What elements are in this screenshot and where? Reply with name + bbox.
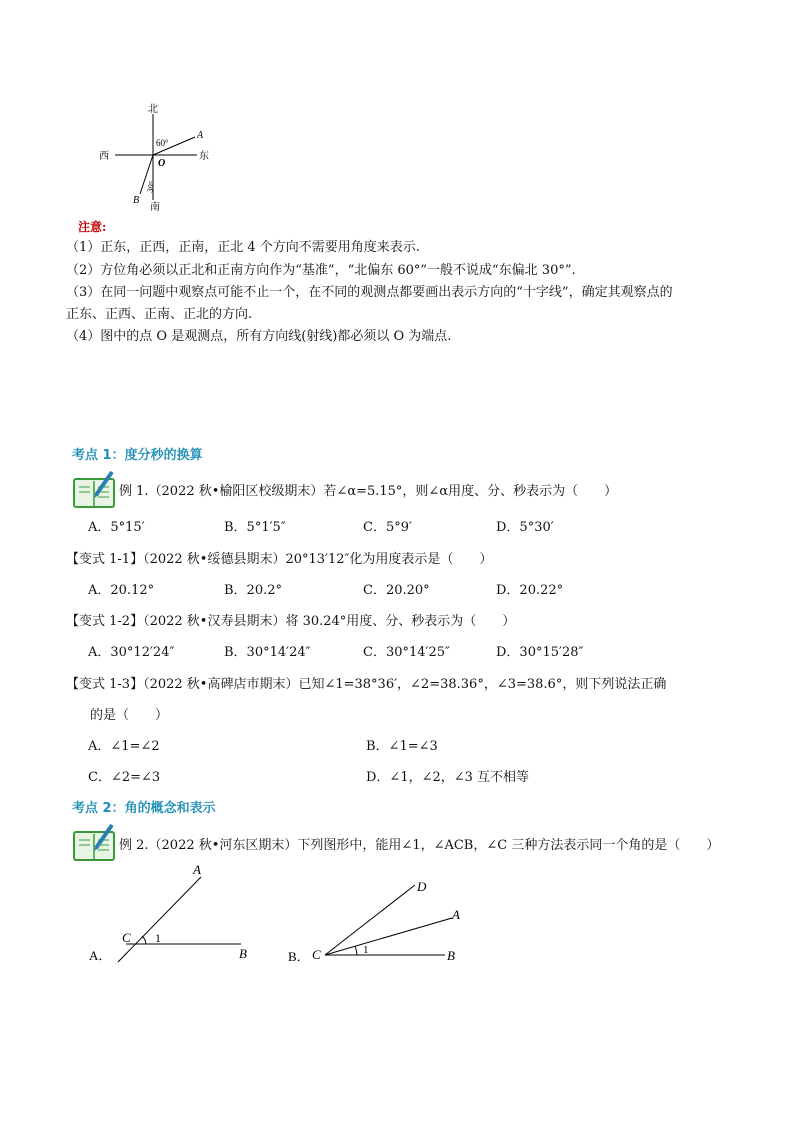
east-label: 东: [199, 151, 209, 162]
figure-b-point-a: A: [452, 907, 460, 922]
example-1-option-b: B．5°1′5″: [224, 520, 286, 535]
north-label: 北: [148, 104, 158, 115]
variant-1-3-option-a: A．∠1=∠2: [88, 739, 160, 754]
section-2-title: 考点 2：角的概念和表示: [72, 801, 216, 816]
variant-1-2-option-c: C．30°14′25″: [363, 645, 450, 660]
note-item-3: （3）在同一问题中观察点可能不止一个，在不同的观测点都要画出表示方向的“十字线”，确定其观察点的: [66, 285, 673, 300]
compass-diagram: [95, 100, 220, 215]
variant-1-3-option-b: B．∠1=∠3: [366, 739, 438, 754]
variant-1-1-option-b: B．20.2°: [224, 583, 282, 598]
variant-1-3-option-d: D．∠1，∠2，∠3 互不相等: [366, 770, 530, 785]
point-b-label: B: [133, 195, 140, 206]
south-label: 南: [150, 202, 160, 213]
variant-1-3-question: 【变式 1-3】（2022 秋•高碑店市期末）已知∠1=38°36′，∠2=38.36°，∠3=38.6°，则下列说法正确: [66, 677, 667, 692]
variant-1-1-option-a: A．20.12°: [88, 583, 155, 598]
figure-b-point-b: B: [447, 948, 455, 963]
angle-30-label: 30°: [145, 180, 157, 194]
figure-b-angle-1: 1: [363, 944, 369, 956]
section-1-title: 考点 1：度分秒的换算: [72, 448, 203, 463]
note-title: 注意:: [78, 220, 107, 234]
variant-1-2-option-b: B．30°14′24″: [224, 645, 311, 660]
figure-a-point-c: C: [122, 930, 131, 945]
origin-label: O: [158, 158, 166, 169]
variant-1-3-option-c: C．∠2=∠3: [88, 770, 161, 785]
figure-a-point-a: A: [193, 862, 201, 877]
figure-a: [86, 860, 266, 970]
example-1-option-d: D．5°30′: [496, 520, 554, 535]
book-icon: [72, 469, 118, 509]
figure-a-option-label: A．: [89, 948, 112, 963]
variant-1-1-option-d: D．20.22°: [496, 583, 564, 598]
example-1-option-c: C．5°9′: [363, 520, 412, 535]
note-item-3-cont: 正东、正西、正南、正北的方向.: [66, 307, 253, 322]
variant-1-2-option-a: A．30°12′24″: [88, 645, 175, 660]
figure-b: [285, 873, 475, 968]
book-icon: [72, 822, 118, 862]
point-a-label: A: [197, 130, 204, 141]
angle-60-label: 60°: [156, 138, 169, 148]
example-1-option-a: A．5°15′: [88, 520, 145, 535]
figure-b-point-c: C: [312, 947, 321, 962]
figure-a-point-b: B: [239, 946, 247, 961]
example-1-question: 例 1.（2022 秋•榆阳区校级期末）若∠α=5.15°，则∠α用度、分、秒表示为（ ）: [119, 484, 618, 499]
variant-1-2-question: 【变式 1-2】（2022 秋•汉寿县期末）将 30.24°用度、分、秒表示为（ ）: [66, 614, 516, 629]
figure-b-point-d: D: [417, 879, 427, 894]
variant-1-2-option-d: D．30°15′28″: [496, 645, 584, 660]
figure-b-option-label: B．: [288, 949, 310, 964]
variant-1-1-option-c: C．20.20°: [363, 583, 430, 598]
note-item-2: （2）方位角必须以正北和正南方向作为“基准”，“北偏东 60°”一般不说成“东偏北 30°”.: [66, 263, 576, 278]
note-item-1: （1）正东，正西，正南，正北 4 个方向不需要用角度来表示.: [66, 240, 420, 255]
west-label: 西: [99, 151, 109, 162]
note-item-4: （4）图中的点 O 是观测点，所有方向线(射线)都必须以 O 为端点.: [66, 329, 452, 344]
variant-1-1-question: 【变式 1-1】（2022 秋•绥德县期末）20°13′12″化为用度表示是（ ）: [66, 552, 493, 567]
example-2-question: 例 2.（2022 秋•河东区期末）下列图形中，能用∠1，∠ACB，∠C 三种方法表示同一个角的是（ ）: [119, 838, 720, 853]
figure-a-angle-1: 1: [155, 931, 161, 945]
variant-1-3-question-cont: 的是（ ）: [90, 708, 169, 723]
